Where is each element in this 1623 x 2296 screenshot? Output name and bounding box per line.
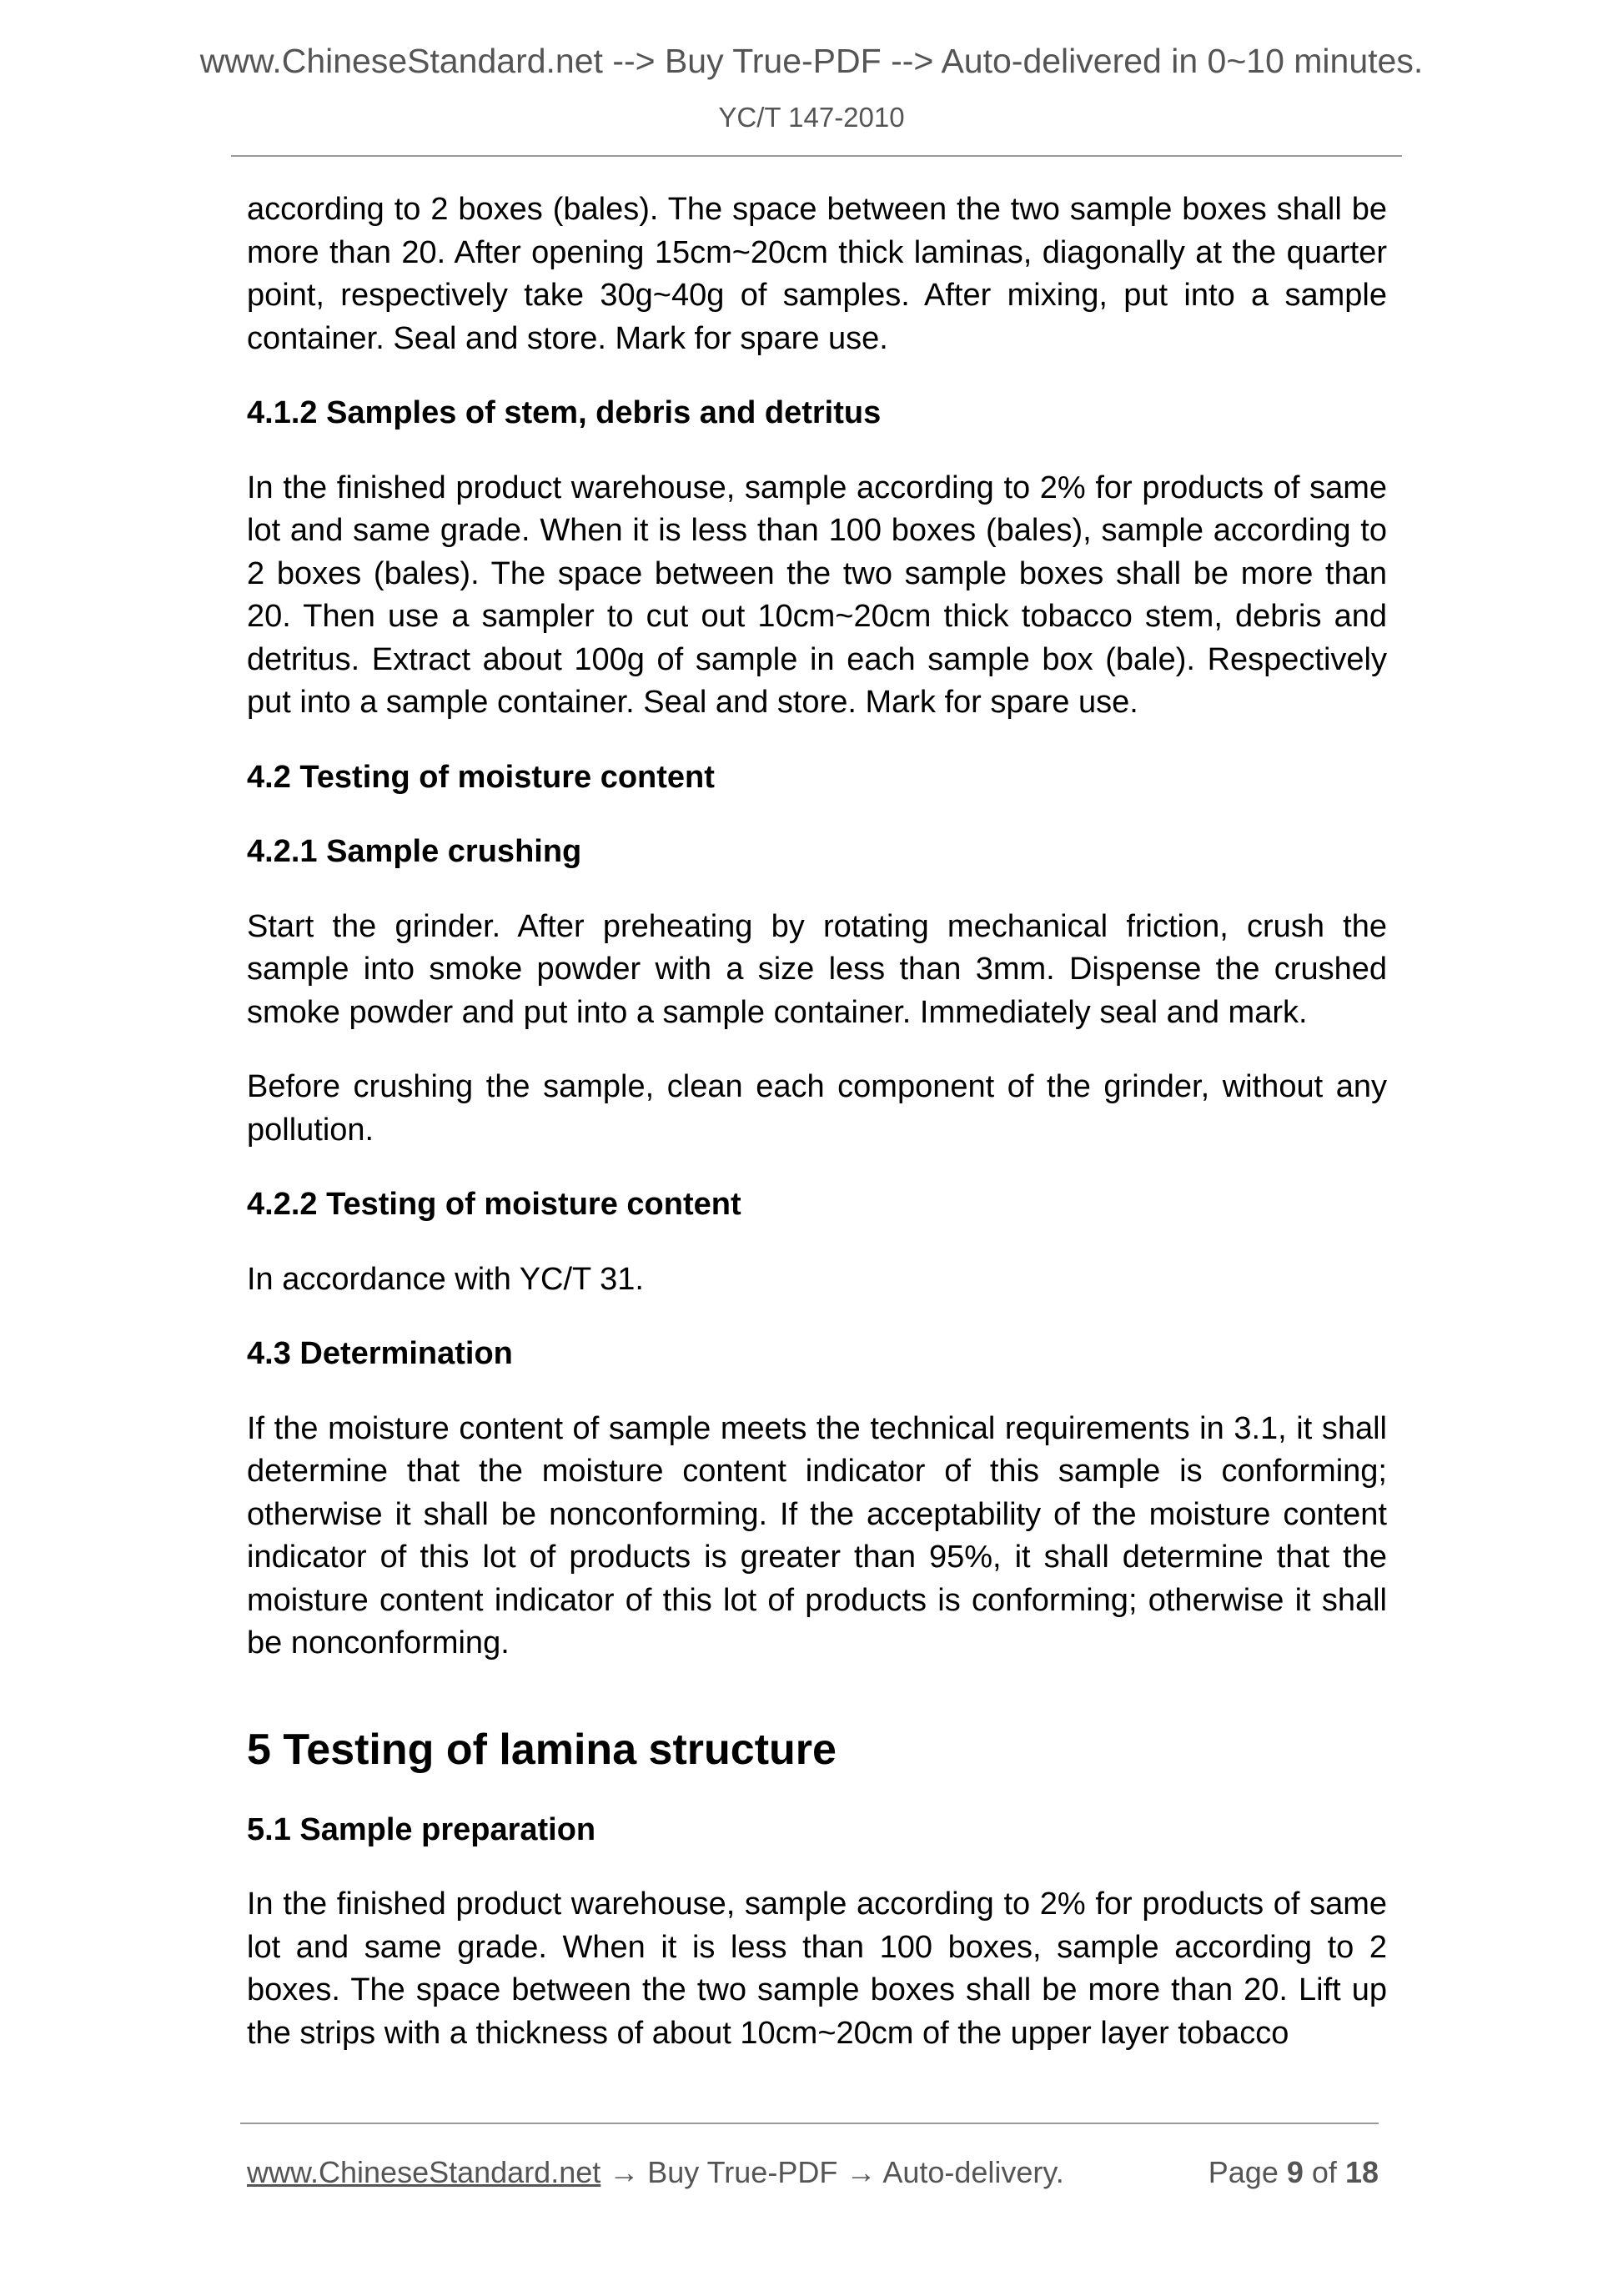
paragraph: Start the grinder. After preheating by rotating mechanical friction, crush the sample into smoke powder with a size less than 3mm. Dispense the crushed smoke powder and put into a sample container. Immediately seal and mark. bbox=[247, 908, 1387, 1030]
paragraph: If the moisture content of sample meets the technical requirements in 3.1, it shall determine that the moisture content indicator of this sample is conforming; otherwise it shall be nonconforming. If the acceptability of the moisture content indicator of this lot of products is greater than 95%, it shall determine that the moisture content indicator of this lot of products is conforming; otherwise it shall be nonconforming. bbox=[247, 1410, 1387, 1660]
footer-tagline: → Buy True-PDF → Auto-delivery. bbox=[600, 2155, 1064, 2189]
footer bbox=[247, 2155, 1379, 2190]
of-label: of bbox=[1311, 2155, 1337, 2189]
section-heading-5-1: 5.1 Sample preparation bbox=[247, 1811, 596, 1847]
page-label: Page bbox=[1208, 2155, 1279, 2189]
section-heading-4-3: 4.3 Determination bbox=[247, 1336, 513, 1371]
chapter-heading-5: 5 Testing of lamina structure bbox=[247, 1725, 837, 1774]
standard-id: YC/T 147-2010 bbox=[718, 102, 905, 133]
page-indicator bbox=[1208, 2155, 1379, 2190]
paragraph: Before crushing the sample, clean each component of the grinder, without any pollution. bbox=[247, 1069, 1387, 1148]
footer-site-link[interactable]: www.ChineseStandard.net bbox=[247, 2155, 601, 2189]
page-body bbox=[247, 188, 1387, 2087]
paragraph: In accordance with YC/T 31. bbox=[247, 1261, 644, 1297]
header-divider bbox=[231, 155, 1402, 157]
section-heading-4-2: 4.2 Testing of moisture content bbox=[247, 759, 715, 795]
page-current: 9 bbox=[1286, 2155, 1304, 2189]
section-heading-4-2-1: 4.2.1 Sample crushing bbox=[247, 834, 582, 869]
section-heading-4-1-2: 4.1.2 Samples of stem, debris and detritus bbox=[247, 395, 882, 430]
section-heading-4-2-2: 4.2.2 Testing of moisture content bbox=[247, 1187, 741, 1222]
paragraph: In the finished product warehouse, sample according to 2% for products of same lot and same grade. When it is less than 100 boxes (bales), sample according to 2 boxes (bales). The space between the two sample boxes shall be more than 20. Then use a sampler to cut out 10cm~20cm thick tobacco stem, debris and detritus. Extract about 100g of sample in each sample box (bale). Respectively put into a sample container. Seal and store. Mark for spare use. bbox=[247, 470, 1387, 720]
paragraph: according to 2 boxes (bales). The space between the two sample boxes shall be more than 20. After opening 15cm~20cm thick laminas, diagonally at the quarter point, respectively take 30g~40g of samples. After mixing, put into a sample container. Seal and store. Mark for spare use. bbox=[247, 192, 1387, 356]
header-banner: www.ChineseStandard.net --> Buy True-PDF --> Auto-delivered in 0~10 minutes. bbox=[199, 42, 1424, 80]
page-total: 18 bbox=[1344, 2155, 1379, 2189]
paragraph: In the finished product warehouse, sample according to 2% for products of same lot and same grade. When it is less than 100 boxes, sample according to 2 boxes. The space between the two sample boxes shall be more than 20. Lift up the strips with a thickness of about 10cm~20cm of the upper layer tobacco bbox=[247, 1887, 1387, 2051]
footer-divider bbox=[240, 2123, 1379, 2124]
